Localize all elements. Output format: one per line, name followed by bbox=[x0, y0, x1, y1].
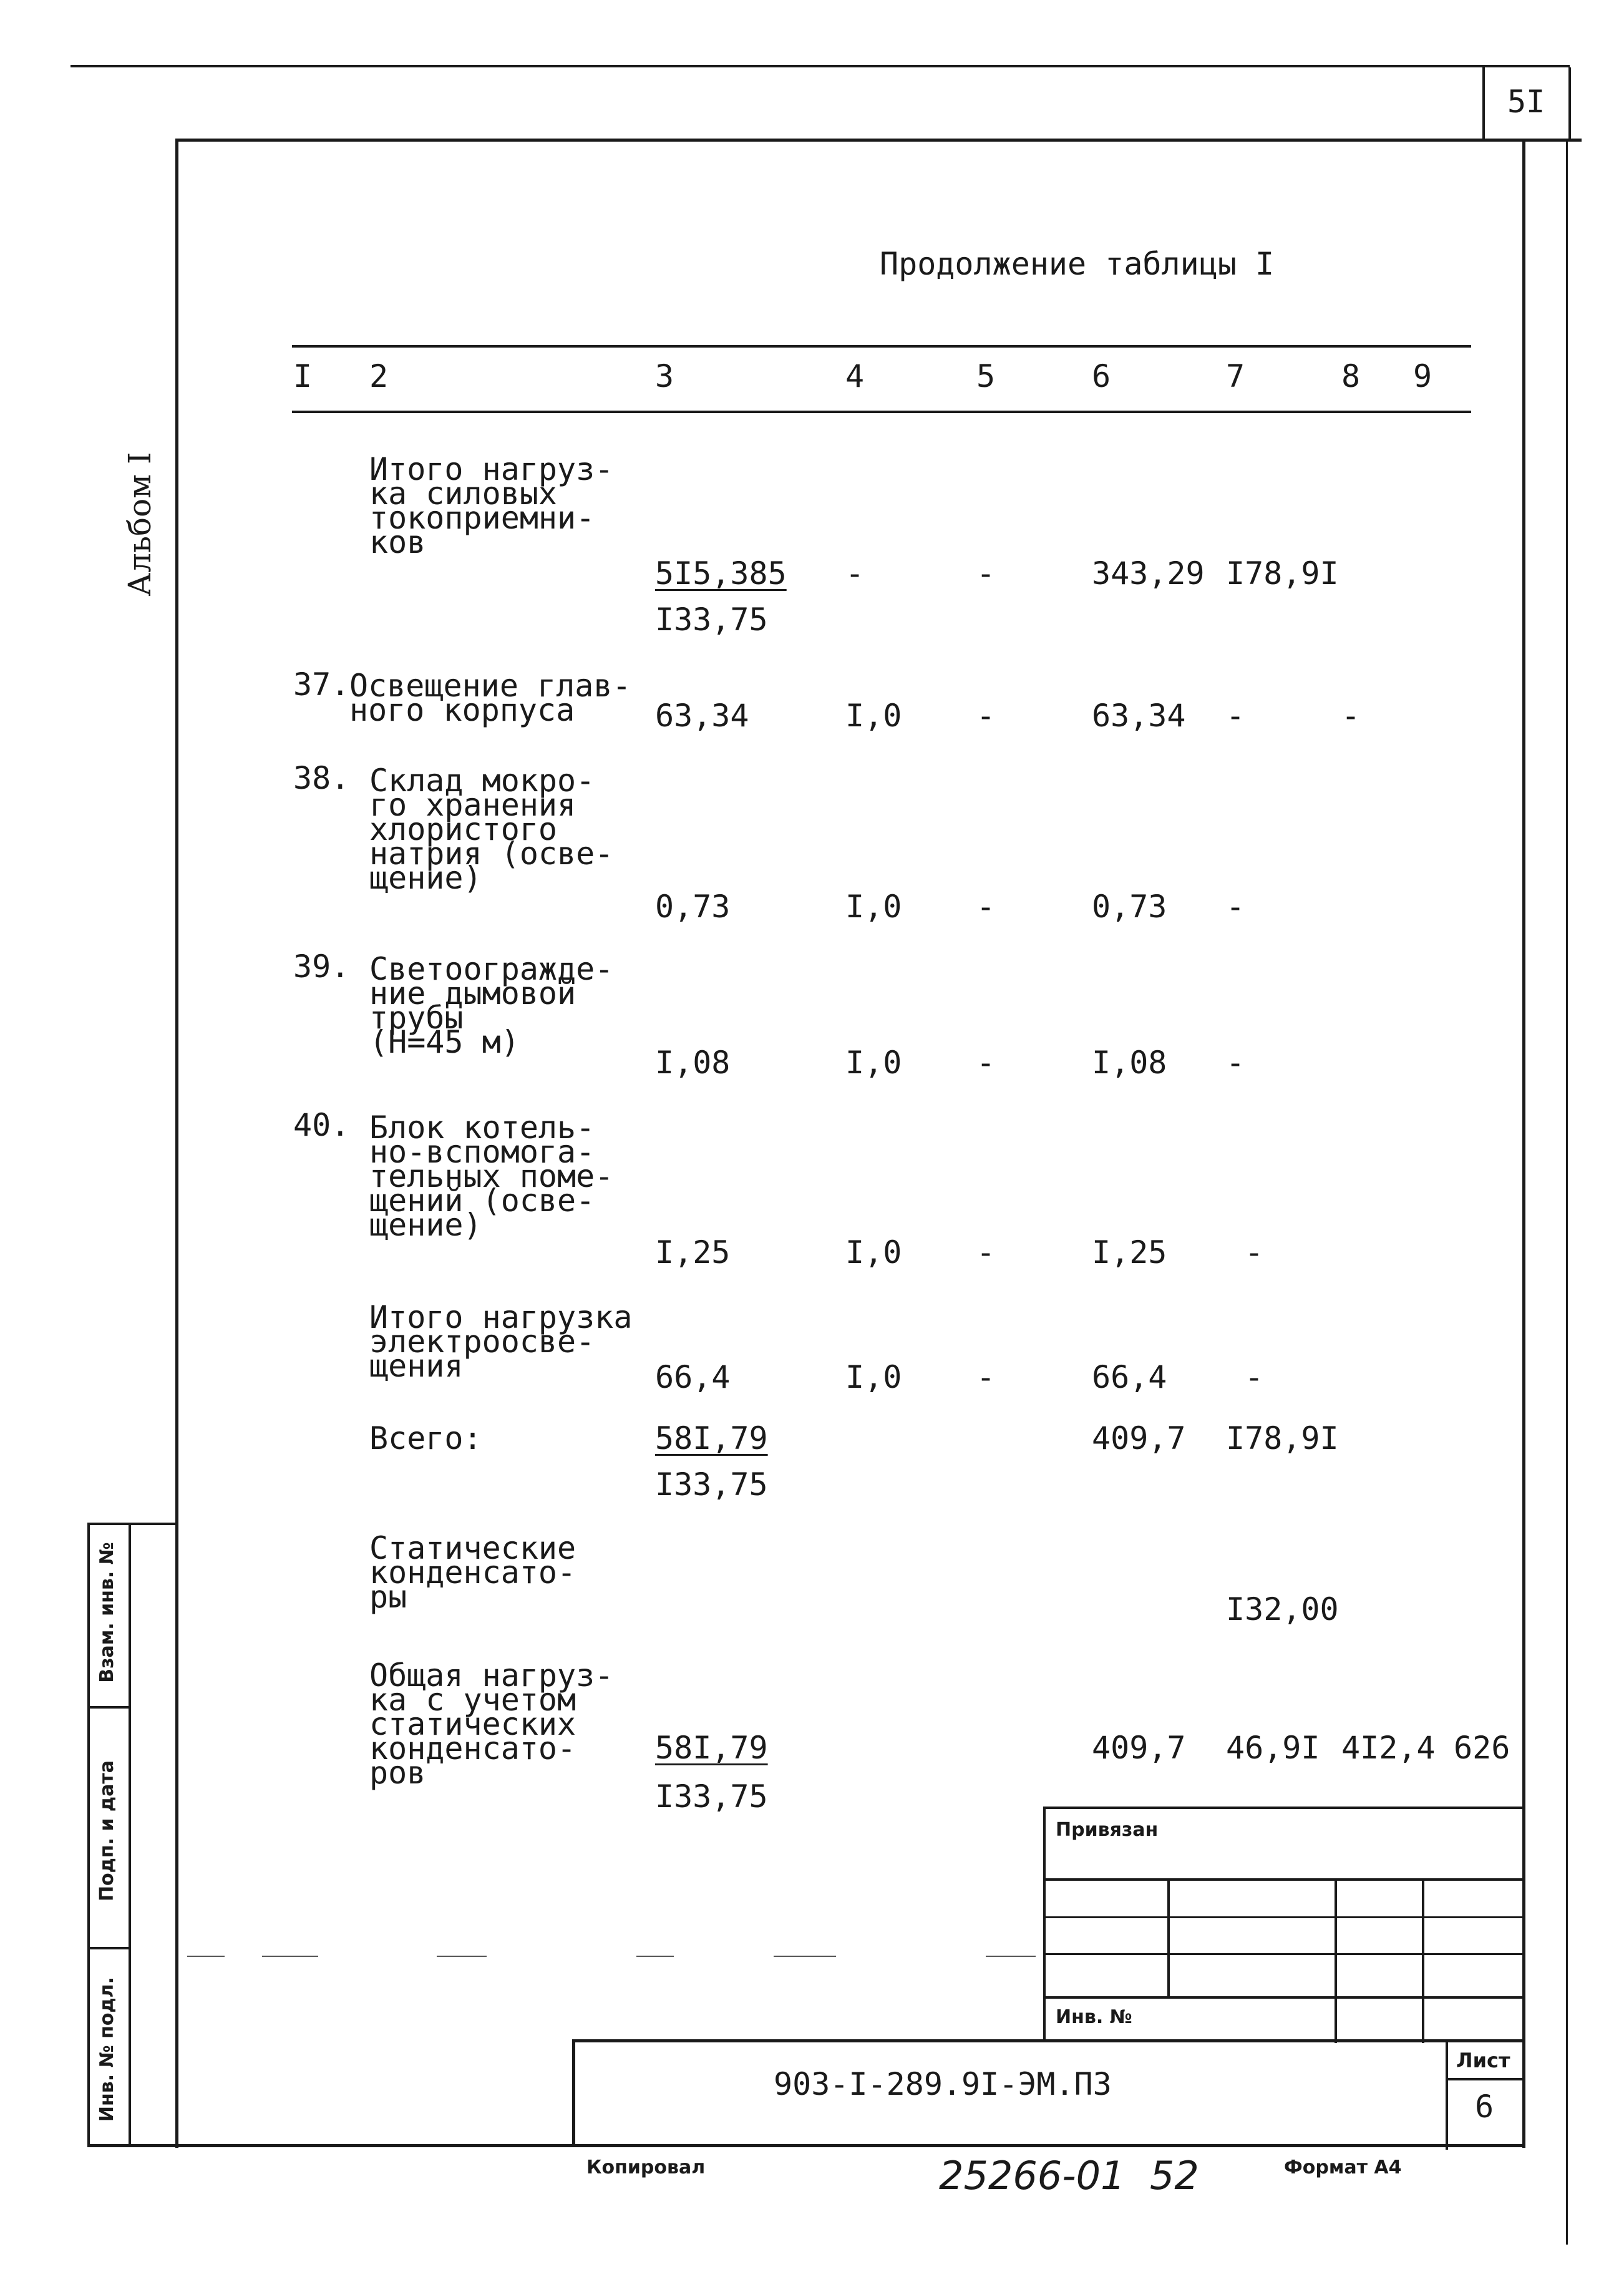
table-cell: I78,9I bbox=[1226, 1420, 1339, 1456]
table-cell: I,0 bbox=[845, 698, 902, 734]
table-cell: - bbox=[1341, 698, 1361, 734]
table-cell: I,0 bbox=[845, 889, 902, 925]
table-cell: 0,73 bbox=[655, 889, 731, 925]
table-cell: - bbox=[976, 698, 996, 734]
table-cell: I,08 bbox=[1092, 1045, 1167, 1081]
table-cell: - bbox=[976, 1359, 996, 1395]
doc-code-block bbox=[572, 2039, 1525, 2147]
col-header-7: 7 bbox=[1226, 358, 1245, 394]
table-cell: 46,9I bbox=[1226, 1730, 1320, 1766]
page-border-right bbox=[1522, 139, 1525, 2148]
table-cell: 66,4 bbox=[655, 1359, 731, 1395]
table-row-name: Освещение глав- ного корпуса bbox=[349, 668, 631, 728]
table-row-name: Блок котель- но-вспомога- тельных поме- щений (осве- щение) bbox=[369, 1109, 614, 1243]
privyazan-label: Привязан bbox=[1056, 1819, 1159, 1841]
table-cell: - bbox=[976, 1234, 996, 1270]
table-cell: 63,34 bbox=[1092, 698, 1186, 734]
col-header-5: 5 bbox=[976, 358, 996, 394]
binding-block bbox=[1043, 1807, 1522, 2041]
strip-label-inv: Инв. № подл. bbox=[96, 1976, 118, 2122]
table-cell: 626 bbox=[1454, 1730, 1510, 1766]
table-cell: I,0 bbox=[845, 1234, 902, 1270]
table-cell: 66,4 bbox=[1092, 1359, 1167, 1395]
table-cell: - bbox=[1226, 698, 1245, 734]
table-row-number: 39. bbox=[293, 948, 350, 985]
table-cell: - bbox=[1226, 1045, 1245, 1081]
page-border-top bbox=[177, 139, 1582, 142]
header-rule-top bbox=[292, 345, 1471, 348]
table-cell: I,0 bbox=[845, 1359, 902, 1395]
album-label: Альбом I bbox=[122, 452, 158, 597]
table-cell: I33,75 bbox=[655, 602, 768, 638]
left-strip bbox=[87, 1523, 131, 2147]
table-row-name: Итого нагруз- ка силовых токоприемни- ков bbox=[369, 451, 614, 560]
col-header-3: 3 bbox=[655, 358, 674, 394]
table-row-number: 40. bbox=[293, 1107, 350, 1143]
table-cell: I,25 bbox=[1092, 1234, 1167, 1270]
table-cell: 5I5,385 bbox=[655, 555, 787, 592]
col-header-4: 4 bbox=[845, 358, 865, 394]
table-cell: I33,75 bbox=[655, 1466, 768, 1503]
table-row-name: Статические конденсато- ры bbox=[369, 1530, 576, 1615]
sheet-number: 5I bbox=[1507, 84, 1545, 120]
handwritten-number: 25266-01 52 bbox=[939, 2153, 1199, 2198]
table-cell: 4I2,4 bbox=[1341, 1730, 1436, 1766]
table-cell: 409,7 bbox=[1092, 1730, 1186, 1766]
table-cell: - bbox=[1245, 1359, 1264, 1395]
list-label: Лист bbox=[1456, 2049, 1510, 2072]
header-rule-bottom bbox=[292, 411, 1471, 413]
table-cell: 58I,79 bbox=[655, 1730, 768, 1766]
table-row-name: Общая нагруз- ка с учетом статических конденсато- ров bbox=[369, 1657, 614, 1791]
table-cell: 58I,79 bbox=[655, 1420, 768, 1456]
col-header-1: I bbox=[293, 358, 313, 394]
table-cell: 409,7 bbox=[1092, 1420, 1186, 1456]
doc-code: 903-I-289.9I-ЭМ.ПЗ bbox=[774, 2066, 1112, 2102]
table-cell: I,0 bbox=[845, 1045, 902, 1081]
table-cell: 343,29 bbox=[1092, 555, 1205, 592]
table-cell: - bbox=[976, 1045, 996, 1081]
format-label: Формат А4 bbox=[1284, 2157, 1402, 2178]
table-caption: Продолжение таблицы I bbox=[880, 246, 1275, 282]
table-cell: - bbox=[976, 889, 996, 925]
strip-label-vzam: Взам. инв. № bbox=[96, 1542, 118, 1683]
col-header-9: 9 bbox=[1413, 358, 1432, 394]
table-cell: - bbox=[845, 555, 865, 592]
table-cell: - bbox=[1245, 1234, 1264, 1270]
table-cell: 63,34 bbox=[655, 698, 749, 734]
table-row-number: 38. bbox=[293, 760, 350, 796]
table-cell: I32,00 bbox=[1226, 1591, 1339, 1627]
table-row-name: Светоогражде- ние дымовой трубы (Н=45 м) bbox=[369, 951, 614, 1060]
table-row-number: 37. bbox=[293, 666, 350, 703]
col-header-2: 2 bbox=[369, 358, 389, 394]
table-cell: I,08 bbox=[655, 1045, 731, 1081]
table-cell: - bbox=[976, 555, 996, 592]
col-header-8: 8 bbox=[1341, 358, 1361, 394]
right-edge-line bbox=[1566, 142, 1568, 2245]
col-header-6: 6 bbox=[1092, 358, 1111, 394]
table-row-name: Итого нагрузка электроосве- щения bbox=[369, 1299, 633, 1384]
page-border-left bbox=[175, 139, 178, 2148]
table-cell: I78,9I bbox=[1226, 555, 1339, 592]
top-border bbox=[71, 65, 1570, 67]
inv-no-label: Инв. № bbox=[1056, 2006, 1132, 2028]
kopiroval-label: Копировал bbox=[586, 2157, 706, 2178]
list-value: 6 bbox=[1475, 2089, 1494, 2125]
table-cell: I33,75 bbox=[655, 1778, 768, 1815]
table-cell: I,25 bbox=[655, 1234, 731, 1270]
table-cell: 0,73 bbox=[1092, 889, 1167, 925]
strip-divider bbox=[131, 1523, 175, 1525]
strip-label-podp: Подп. и дата bbox=[96, 1760, 118, 1902]
sheet-number-box bbox=[1482, 67, 1571, 139]
table-cell: - bbox=[1226, 889, 1245, 925]
table-row-name: Всего: bbox=[369, 1420, 482, 1456]
table-row-name: Склад мокро- го хранения хлористого натрия (осве- щение) bbox=[369, 763, 614, 896]
